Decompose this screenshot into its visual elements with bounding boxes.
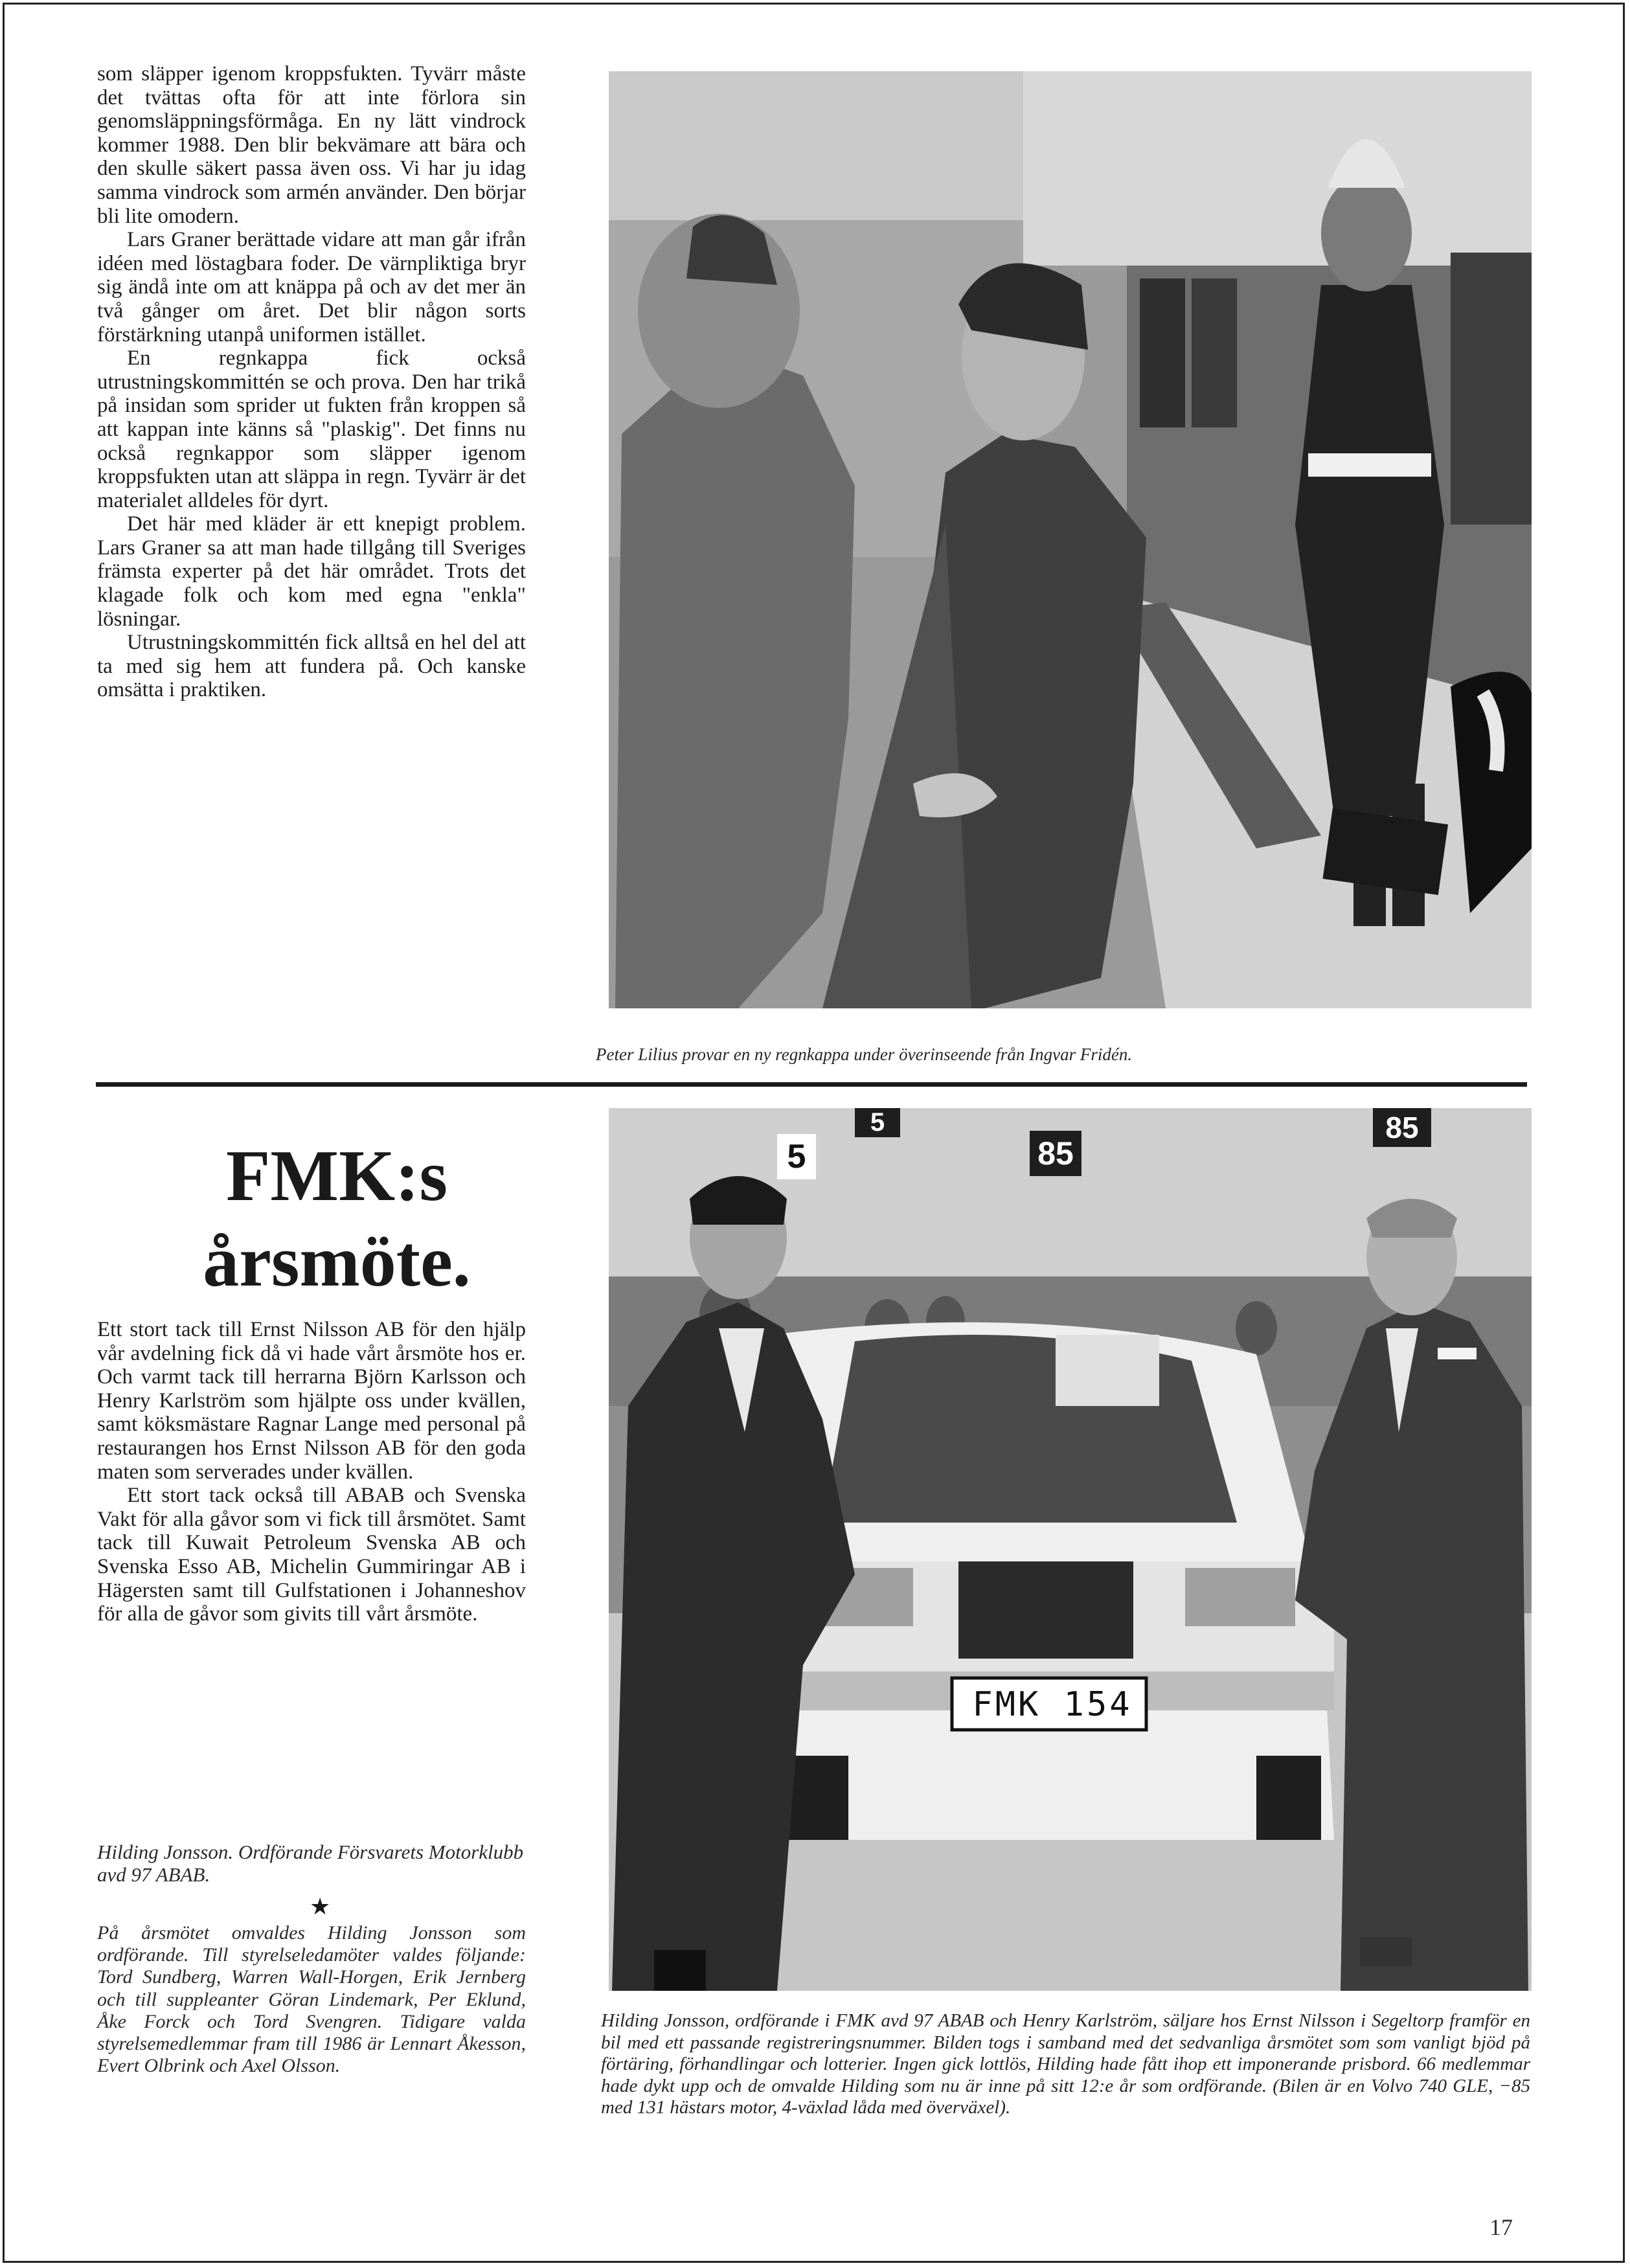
car-photo-graphic <box>609 1108 1532 1991</box>
top-article-text <box>97 62 526 702</box>
raincoat-photo-caption: Peter Lilius provar en ny regnkappa under överinseende från Ingvar Fridén. <box>596 1045 1133 1064</box>
page-number: 17 <box>1489 2214 1513 2240</box>
paragraph: Det här med kläder är ett knepigt problem. Lars Graner sa att man hade tillgång till Sveriges främsta experter på det här området. Trots det klagade folk och kom med egna "enkla" lösningar. <box>97 512 526 631</box>
showroom-sign-number: 5 <box>787 1138 806 1175</box>
paragraph: Lars Graner berättade vidare att man går ifrån idéen med löstagbara foder. De värnpliktiga bryr sig ändå inte om att knäppa på och av det mer än två gånger om året. Det blir någon sorts förstärkning utanpå uniformen istället. <box>97 228 526 346</box>
signature: Hilding Jonsson. Ordförande Försvarets Motorklubb avd 97 ABAB. <box>97 1841 524 1886</box>
bottom-article-text <box>97 1318 526 1626</box>
section-divider <box>96 1082 1527 1087</box>
election-note: På årsmötet omvaldes Hilding Jonsson som ordförande. Till styrelseledamöter valdes följande: Tord Sundberg, Warren Wall-Horgen, Erik Jernberg och till suppleanter Göran Lindemark, Per Eklund, Åke Forck och Tord Svengren. Tidigare valda styrelsemedlemmar fram till 1986 är Lennart Åkesson, Evert Olbrink och Axel Olsson. <box>97 1922 526 2077</box>
raincoat-photo <box>609 71 1532 1008</box>
paragraph: En regnkappa fick också utrustningskommittén se och prova. Den har trikå på insidan som sprider ut fukten från kroppen så att kappan inte känns så "plaskig". Det finns nu också regnkappor som släpper igenom kroppsfukten utan att släppa in regn. Tyvärr är det materialet alldeles för dyrt. <box>97 346 526 512</box>
headline-line-1: FMK:s <box>225 1136 448 1216</box>
paragraph: Utrustningskommittén fick alltså en hel del att ta med sig hem att fundera på. Och kanske omsätta i praktiken. <box>97 631 526 702</box>
headline <box>117 1133 557 1304</box>
showroom-sign-number: 85 <box>1385 1111 1419 1144</box>
car-photo <box>609 1108 1532 1991</box>
showroom-sign-number: 85 <box>1037 1135 1074 1172</box>
headline-line-2: årsmöte. <box>203 1221 471 1302</box>
license-plate: FMK 154 <box>972 1685 1133 1724</box>
raincoat-photo-graphic <box>609 71 1532 1008</box>
paragraph: som släpper igenom kroppsfukten. Tyvärr måste det tvättas ofta för att inte förlora sin genomsläppningsförmåga. En ny lätt vindrock kommer 1988. Den blir bekvämare att bära och den skulle säkert passa även oss. Vi har ju idag samma vindrock som armén använder. Den börjar bli lite omodern. <box>97 62 526 228</box>
paragraph: Ett stort tack också till ABAB och Svenska Vakt för alla gåvor som vi fick till årsmötet. Samt tack till Kuwait Petroleum Svenska AB och Svenska Esso AB, Michelin Gummiringar AB i Hägersten samt till Gulfstationen i Johanneshov för alla de gåvor som givits till vårt årsmöte. <box>97 1484 526 1626</box>
paragraph: Ett stort tack till Ernst Nilsson AB för den hjälp vår avdelning fick då vi hade vårt årsmöte hos er. Och varmt tack till herrarna Björn Karlsson och Henry Karlström som hjälpte oss under kvällen, samt köksmästare Ragnar Lange med personal på restaurangen hos Ernst Nilsson AB för den goda maten som serverades under kvällen. <box>97 1318 526 1484</box>
star-icon: ★ <box>310 1894 331 1920</box>
car-photo-caption: Hilding Jonsson, ordförande i FMK avd 97 ABAB och Henry Karlström, säljare hos Ernst Nilsson i Segeltorp framför en bil med ett passande registreringsnummer. Bilden togs i samband med det sedvanliga årsmötet som som vanligt bjöd på förtäring, förhandlingar och lotterier. Ingen gick lottlös, Hilding hade fått ihop ett imponerande prisbord. 66 medlemmar hade dykt upp och de omvalde Hilding som nu är inne på sitt 12:e år som ordförande. (Bilen är en Volvo 740 GLE, −85 med 131 hästars motor, 4-växlad låda med överväxel). <box>601 2010 1530 2118</box>
showroom-sign-number: 5 <box>870 1108 885 1137</box>
